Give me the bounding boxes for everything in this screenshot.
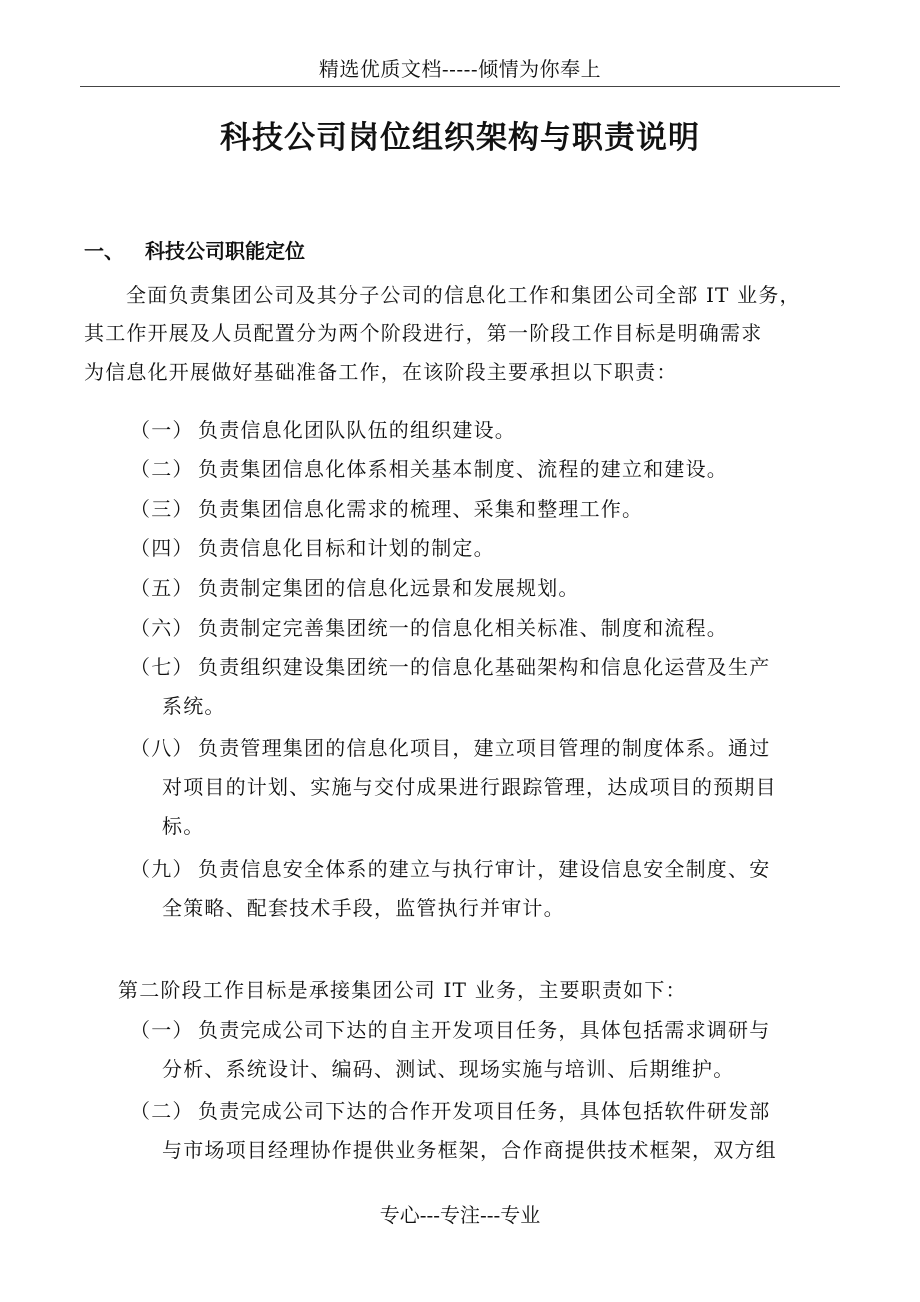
item-text: 负责集团信息化需求的梳理、采集和整理工作。 [198, 497, 644, 521]
phase1-item-9 [130, 850, 850, 928]
item-marker: （二） [130, 457, 194, 481]
item-marker: （三） [130, 497, 194, 521]
phase2-item-1 [130, 1011, 850, 1089]
item-marker: （一） [130, 418, 194, 442]
phase2-item-2 [130, 1092, 850, 1170]
item-marker: （九） [130, 857, 194, 881]
item-text: 负责管理集团的信息化项目，建立项目管理的制度体系。通过 [198, 736, 771, 760]
section-heading [84, 236, 305, 266]
phase2-intro: 第二阶段工作目标是承接集团公司 IT 业务，主要职责如下： [118, 978, 687, 1002]
item-text-continued: 与市场项目经理协作提供业务框架，合作商提供技术框架，双方组 [162, 1138, 777, 1162]
phase1-item-6 [130, 609, 850, 648]
phase1-item-1 [130, 411, 850, 450]
section-title: 科技公司职能定位 [144, 239, 305, 263]
item-text-continued: 全策略、配套技术手段，监管执行并审计。 [162, 896, 565, 920]
item-text: 负责完成公司下达的自主开发项目任务，具体包括需求调研与 [198, 1018, 771, 1042]
item-text: 负责制定完善集团统一的信息化相关标准、制度和流程。 [198, 616, 728, 640]
item-text: 负责组织建设集团统一的信息化基础架构和信息化运营及生产 [198, 655, 771, 679]
item-marker: （八） [130, 736, 194, 760]
phase1-item-5 [130, 569, 850, 608]
item-text-continued: 系统。 [162, 694, 226, 718]
item-marker: （七） [130, 655, 194, 679]
item-text-continued: 标。 [162, 814, 205, 838]
section-number: 一、 [84, 239, 124, 263]
phase1-item-7 [130, 648, 850, 726]
document-title: 科技公司岗位组织架构与职责说明 [220, 120, 700, 156]
item-marker: （六） [130, 616, 194, 640]
phase1-item-3 [130, 490, 850, 529]
phase1-item-8 [130, 729, 850, 846]
item-marker: （二） [130, 1099, 194, 1123]
item-marker: （一） [130, 1018, 194, 1042]
item-text: 负责制定集团的信息化远景和发展规划。 [198, 576, 580, 600]
phase1-item-4 [130, 529, 850, 568]
intro-line-3: 为信息化开展做好基础准备工作，在该阶段主要承担以下职责： [84, 360, 678, 384]
item-text: 负责信息安全体系的建立与执行审计，建设信息安全制度、安 [198, 857, 771, 881]
item-text: 负责集团信息化体系相关基本制度、流程的建立和建设。 [198, 457, 728, 481]
item-marker: （四） [130, 536, 194, 560]
intro-line-2: 其工作开展及人员配置分为两个阶段进行，第一阶段工作目标是明确需求 [84, 321, 763, 345]
item-marker: （五） [130, 576, 194, 600]
header-divider [80, 86, 840, 87]
item-text: 负责信息化目标和计划的制定。 [198, 536, 495, 560]
item-text-continued: 分析、系统设计、编码、测试、现场实施与培训、后期维护。 [162, 1057, 735, 1081]
item-text-continued: 对项目的计划、实施与交付成果进行跟踪管理，达成项目的预期目 [162, 775, 777, 799]
page-header: 精选优质文档-----倾情为你奉上 [318, 57, 602, 81]
phase1-item-2 [130, 450, 850, 489]
intro-line-1: 全面负责集团公司及其分子公司的信息化工作和集团公司全部 IT 业务， [126, 283, 801, 307]
page-footer: 专心---专注---专业 [379, 1203, 541, 1227]
item-text: 负责信息化团队队伍的组织建设。 [198, 418, 516, 442]
item-text: 负责完成公司下达的合作开发项目任务，具体包括软件研发部 [198, 1099, 771, 1123]
